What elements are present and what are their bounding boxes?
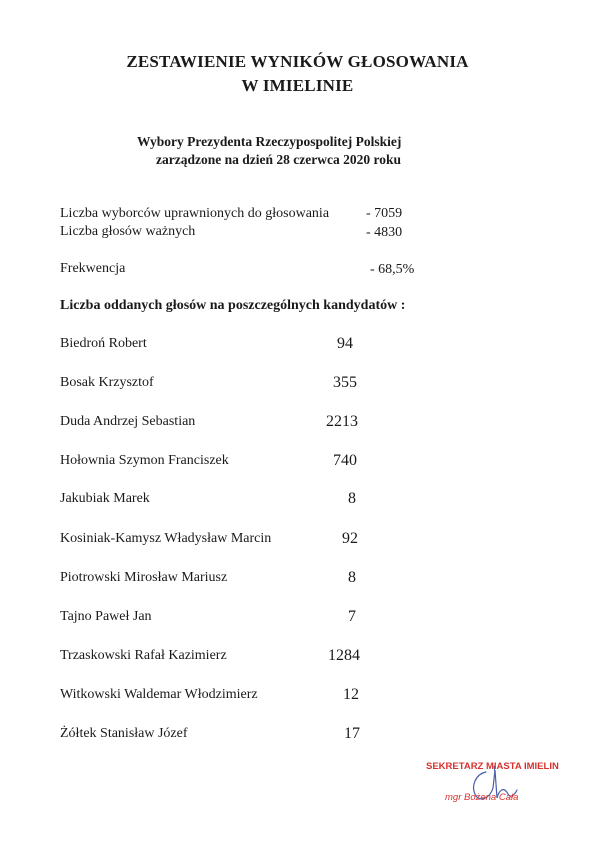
election-subtitle-line2: zarządzone na dzień 28 czerwca 2020 roku [156, 152, 401, 167]
candidate-name: Jakubiak Marek [60, 491, 150, 506]
turnout-label: Frekwencja [60, 261, 126, 276]
candidate-votes: 8 [348, 490, 356, 507]
candidate-votes: 12 [343, 686, 359, 703]
candidate-name: Piotrowski Mirosław Mariusz [60, 570, 228, 585]
eligible-voters-value: - 7059 [366, 206, 403, 221]
candidate-votes: 92 [342, 530, 358, 547]
candidate-name: Kosiniak-Kamysz Władysław Marcin [60, 531, 272, 546]
candidate-votes: 17 [344, 725, 360, 742]
candidate-votes: 2213 [326, 413, 358, 430]
eligible-voters-label: Liczba wyborców uprawnionych do głosowania [60, 206, 330, 221]
candidate-votes: 7 [348, 608, 356, 625]
document-title-line2: W IMIELINIE [241, 76, 354, 95]
candidate-name: Tajno Paweł Jan [60, 609, 152, 624]
candidate-votes: 740 [333, 452, 357, 469]
candidate-name: Hołownia Szymon Franciszek [60, 453, 229, 468]
candidate-name: Bosak Krzysztof [60, 375, 154, 390]
candidate-name: Trzaskowski Rafał Kazimierz [60, 648, 227, 663]
candidate-votes: 94 [337, 335, 353, 352]
candidate-name: Witkowski Waldemar Włodzimierz [60, 687, 258, 702]
turnout-value: - 68,5% [370, 262, 415, 277]
candidate-votes: 355 [333, 374, 357, 391]
candidate-name: Biedroń Robert [60, 336, 147, 351]
candidate-votes: 8 [348, 569, 356, 586]
stamp-title: SEKRETARZ MIASTA IMIELIN [426, 761, 559, 772]
election-subtitle-line1: Wybory Prezydenta Rzeczypospolitej Polskiej [137, 134, 402, 149]
candidate-name: Żółtek Stanisław Józef [60, 726, 188, 741]
candidate-votes: 1284 [328, 647, 360, 664]
candidate-name: Duda Andrzej Sebastian [60, 414, 196, 429]
valid-votes-value: - 4830 [366, 225, 403, 240]
candidates-heading: Liczba oddanych głosów na poszczególnych kandydatów : [60, 298, 406, 313]
valid-votes-label: Liczba głosów ważnych [60, 224, 196, 239]
document-title-line1: ZESTAWIENIE WYNIKÓW GŁOSOWANIA [126, 52, 469, 71]
stamp-name: mgr Bożena Cała [445, 792, 519, 803]
